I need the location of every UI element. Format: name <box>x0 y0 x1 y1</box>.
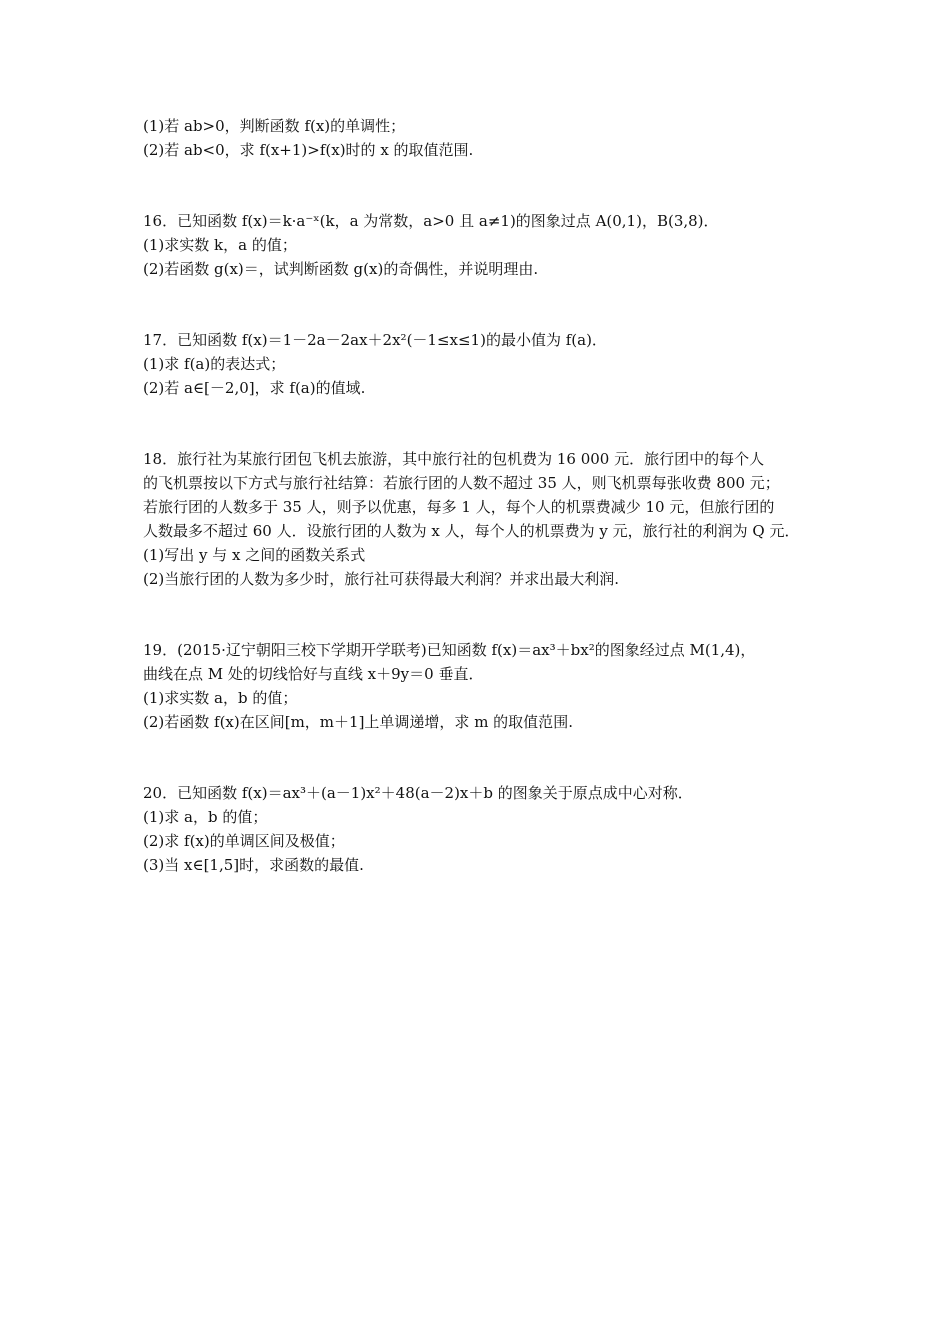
spacer <box>143 734 823 781</box>
document-page <box>143 114 823 877</box>
spacer <box>143 591 823 638</box>
problem-line: 的飞机票按以下方式与旅行社结算：若旅行团的人数不超过 35 人，则飞机票每张收费 800 元； <box>143 474 780 492</box>
problem-line: (1)写出 y 与 x 之间的函数关系式 <box>143 546 366 564</box>
problem-line: 18．旅行社为某旅行团包飞机去旅游，其中旅行社的包机费为 16 000 元．旅行团中的每个人 <box>143 450 765 468</box>
problem-line: 17．已知函数 f(x)＝1－2a－2ax＋2x²(－1≤x≤1)的最小值为 f(a)． <box>143 331 607 349</box>
spacer <box>143 400 823 447</box>
problem-line: (1)求 f(a)的表达式； <box>143 355 286 373</box>
problem-line: 19．(2015·辽宁朝阳三校下学期开学联考)已知函数 f(x)＝ax³＋bx²的图象经过点 M(1,4)， <box>143 641 756 659</box>
problem-17 <box>143 328 823 400</box>
problem-line: (1)若 ab>0，判断函数 f(x)的单调性； <box>143 117 406 135</box>
problem-15-continued <box>143 114 823 162</box>
problem-line: (2)若 a∈[－2,0]，求 f(a)的值域. <box>143 379 366 397</box>
problem-line: 曲线在点 M 处的切线恰好与直线 x＋9y＝0 垂直． <box>143 665 484 683</box>
problem-line: (1)求实数 k，a 的值； <box>143 236 297 254</box>
problem-line: (1)求实数 a，b 的值； <box>143 689 298 707</box>
problem-line: (2)若函数 f(x)在区间[m，m＋1]上单调递增，求 m 的取值范围. <box>143 713 573 731</box>
spacer <box>143 281 823 328</box>
problem-19 <box>143 638 823 734</box>
problem-line: 若旅行团的人数多于 35 人，则予以优惠，每多 1 人，每个人的机票费减少 10 元，但旅行团的 <box>143 498 775 516</box>
problem-line: 20．已知函数 f(x)＝ax³＋(a－1)x²＋48(a－2)x＋b 的图象关于原点成中心对称． <box>143 784 693 802</box>
problem-line: (3)当 x∈[1,5]时，求函数的最值. <box>143 856 364 874</box>
problem-line: 人数最多不超过 60 人．设旅行团的人数为 x 人，每个人的机票费为 y 元，旅行社的利润为 Q 元． <box>143 522 800 540</box>
problem-line: (2)若函数 g(x)＝，试判断函数 g(x)的奇偶性，并说明理由. <box>143 260 539 278</box>
spacer <box>143 162 823 209</box>
problem-line: (2)若 ab<0，求 f(x+1)>f(x)时的 x 的取值范围. <box>143 141 474 159</box>
problem-20 <box>143 781 823 877</box>
problem-line: (1)求 a，b 的值； <box>143 808 268 826</box>
problem-18 <box>143 447 823 591</box>
problem-16 <box>143 209 823 281</box>
problem-line: (2)求 f(x)的单调区间及极值； <box>143 832 345 850</box>
problem-line: 16．已知函数 f(x)＝k·a⁻ˣ(k，a 为常数，a>0 且 a≠1)的图象过点 A(0,1)，B(3,8)． <box>143 212 719 230</box>
problem-line: (2)当旅行团的人数为多少时，旅行社可获得最大利润？并求出最大利润. <box>143 570 620 588</box>
